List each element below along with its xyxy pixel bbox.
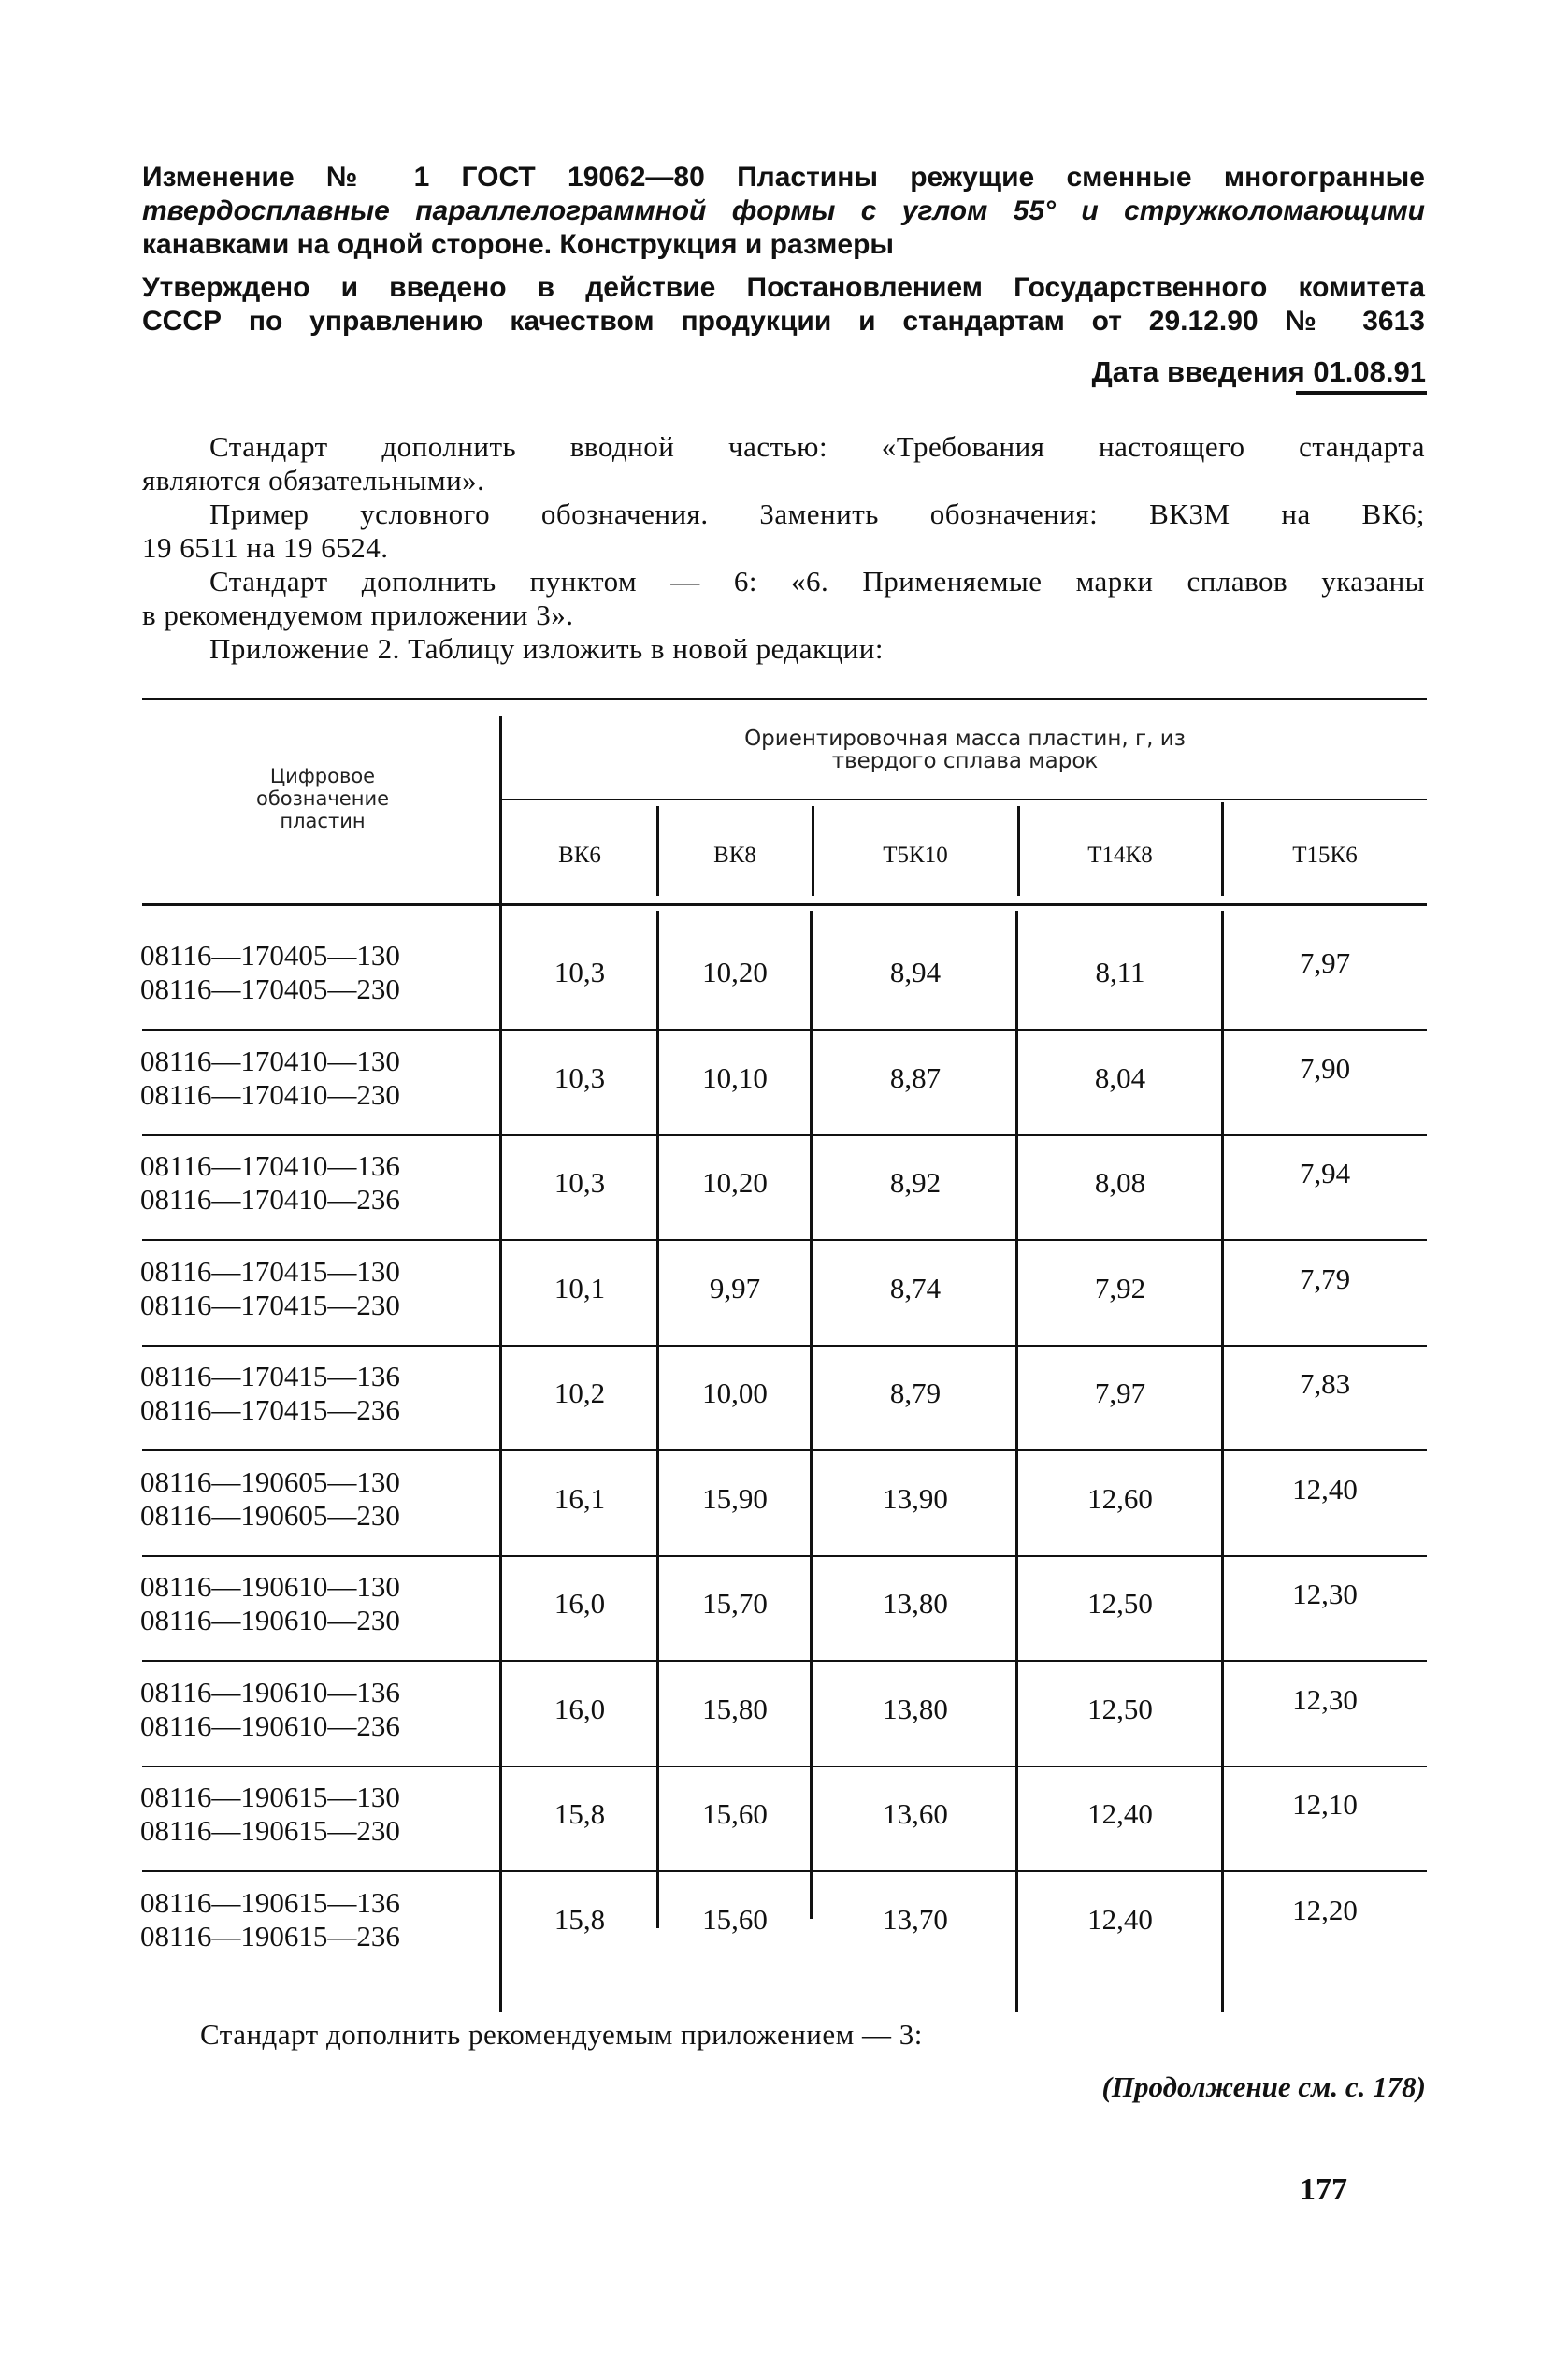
code-column-header [187,765,458,832]
mass-value-cell: 10,3 [554,956,606,988]
row-separator-rule [142,1239,1427,1241]
col-header-t5k10: Т5К10 [883,843,948,868]
code-header-line-2: обозначение [255,787,390,810]
mass-value-cell: 10,10 [702,1061,768,1094]
mass-value-cell: 7,92 [1094,1272,1146,1305]
mass-value-cell: 8,92 [889,1166,942,1199]
plate-code-line: 08116—190615—136 [140,1886,400,1919]
title-line-1: Изменение № 1 ГОСТ 19062—80 Пластины режущие сменные многогранные [142,162,1425,193]
mass-value-cell: 15,8 [554,1903,606,1936]
table-vline-3-body [810,911,813,1919]
mass-value-cell: 13,80 [883,1693,948,1725]
mass-value-cell: 15,90 [702,1482,768,1515]
mass-value-cell: 12,40 [1087,1903,1153,1936]
paragraph-clause-6 [142,565,1425,632]
plate-code [140,1255,458,1322]
mass-value-cell: 7,79 [1299,1262,1351,1295]
mass-value-cell: 10,1 [554,1272,606,1305]
mass-value-cell: 10,20 [702,1166,768,1199]
mass-value-cell: 8,11 [1095,956,1145,988]
mass-value-cell: 7,97 [1094,1377,1146,1409]
mass-value-cell: 15,60 [702,1797,768,1830]
row-separator-rule [142,1870,1427,1872]
mass-value-cell: 7,83 [1299,1367,1351,1400]
plate-code [140,939,458,1006]
effective-date-underline [1296,391,1427,395]
mass-value-cell: 7,94 [1299,1157,1351,1189]
plate-code [140,1045,458,1112]
mass-value-cell: 16,0 [554,1693,606,1725]
title-line-3: канавками на одной стороне. Конструкция и размеры [142,229,895,260]
mass-value-cell: 13,80 [883,1587,948,1620]
code-header-line-1: Цифровое [269,765,376,787]
col-header-t15k6: Т15К6 [1292,843,1358,868]
paragraph-appendix-2 [142,632,1425,666]
appendix-3-note: Стандарт дополнить рекомендуемым приложением — 3: [200,2018,923,2051]
mass-value-cell: 12,30 [1292,1683,1358,1716]
mass-value-cell: 12,60 [1087,1482,1153,1515]
table-vline-5-body [1221,911,1224,2012]
paragraph-intro [142,430,1425,497]
mass-value-cell: 13,60 [883,1797,948,1830]
mass-value-cell: 16,0 [554,1587,606,1620]
mass-value-cell: 12,30 [1292,1578,1358,1610]
table-vline-4-head [1017,806,1020,896]
plate-code-line: 08116—190610—230 [140,1604,400,1636]
mass-value-cell: 10,20 [702,956,768,988]
plate-code-line: 08116—190615—236 [140,1920,400,1953]
mass-value-cell: 13,70 [883,1903,948,1936]
plate-code-line: 08116—190610—136 [140,1676,400,1708]
plate-code-line: 08116—170410—236 [140,1183,400,1216]
mass-value-cell: 13,90 [883,1482,948,1515]
plate-code-line: 08116—170415—136 [140,1360,400,1392]
mass-value-cell: 15,8 [554,1797,606,1830]
mass-value-cell: 7,97 [1299,946,1351,979]
mass-value-cell: 8,04 [1094,1061,1146,1094]
mass-value-cell: 16,1 [554,1482,606,1515]
mass-value-cell: 12,40 [1292,1473,1358,1506]
paragraph-intro-line-2: являются обязательными». [142,464,485,497]
mass-value-cell: 10,2 [554,1377,606,1409]
paragraph-designation [142,497,1425,565]
table-vline-2-head [656,806,659,896]
table-header-rule [142,903,1427,906]
plate-code [140,1360,458,1427]
code-header-line-3: пластин [280,810,366,832]
mass-value-cell: 8,74 [889,1272,942,1305]
mass-value-cell: 15,80 [702,1693,768,1725]
table-vline-4-body [1015,911,1018,2012]
mass-value-cell: 12,40 [1087,1797,1153,1830]
approval-statement [142,271,1425,339]
plate-code-line: 08116—170405—230 [140,973,400,1005]
row-separator-rule [142,1345,1427,1347]
plate-code-line: 08116—170405—130 [140,939,400,972]
mass-value-cell: 15,70 [702,1587,768,1620]
mass-value-cell: 10,00 [702,1377,768,1409]
group-header-line-2: твердого сплава марок [831,749,1099,773]
approval-line-1: Утверждено и введено в действие Постановлением Государственного комитета [142,272,1425,303]
paragraph-designation-line-2: 19 6511 на 19 6524. [142,531,389,564]
page-number: 177 [1300,2172,1347,2207]
row-separator-rule [142,1555,1427,1557]
plate-code-line: 08116—190605—230 [140,1499,400,1532]
paragraph-designation-line-1: Пример условного обозначения. Заменить обозначения: ВК3М на ВК6; [209,497,1425,530]
col-header-t14k8: Т14К8 [1087,843,1153,868]
plate-code-line: 08116—190610—130 [140,1570,400,1603]
plate-code-line: 08116—190605—130 [140,1465,400,1498]
plate-code [140,1886,458,1953]
mass-value-cell: 12,20 [1292,1894,1358,1926]
plate-code-line: 08116—170410—136 [140,1149,400,1182]
mass-value-cell: 10,3 [554,1166,606,1199]
mass-value-cell: 8,87 [889,1061,942,1094]
col-header-vk6: ВК6 [558,843,601,868]
table-vline-2-body [656,911,659,1928]
plate-code [140,1570,458,1637]
plate-code-line: 08116—170410—230 [140,1078,400,1111]
plate-code [140,1149,458,1217]
mass-value-cell: 12,10 [1292,1788,1358,1821]
paragraph-clause-6-line-1: Стандарт дополнить пунктом — 6: «6. Применяемые марки сплавов указаны [209,565,1425,598]
mass-value-cell: 10,3 [554,1061,606,1094]
plate-code-line: 08116—170410—130 [140,1045,400,1077]
mass-value-cell: 8,08 [1094,1166,1146,1199]
plate-code-line: 08116—190615—130 [140,1780,400,1813]
plate-code [140,1780,458,1848]
mass-value-cell: 8,79 [889,1377,942,1409]
plate-code [140,1465,458,1533]
row-separator-rule [142,1449,1427,1451]
mass-value-cell: 12,50 [1087,1587,1153,1620]
row-separator-rule [142,1660,1427,1662]
plate-code-line: 08116—190610—236 [140,1709,400,1742]
table-vline-5-head [1221,802,1224,896]
title-line-2: твердосплавные параллелограммной формы с углом 55° и стружколомающими [142,195,1425,226]
plate-code-line: 08116—170415—130 [140,1255,400,1288]
plate-code-line: 08116—170415—230 [140,1289,400,1321]
mass-value-cell: 8,94 [889,956,942,988]
row-separator-rule [142,1029,1427,1031]
plate-code [140,1676,458,1743]
paragraph-clause-6-line-2: в рекомендуемом приложении 3». [142,598,574,631]
col-header-vk8: ВК8 [713,843,756,868]
paragraph-intro-line-1: Стандарт дополнить вводной частью: «Требования настоящего стандарта [209,430,1425,463]
table-vline-3-head [812,806,814,896]
mass-value-cell: 9,97 [709,1272,761,1305]
mass-value-cell: 15,60 [702,1903,768,1936]
row-separator-rule [142,1134,1427,1136]
group-header-line-1: Ориентировочная масса пластин, г, из [744,727,1186,751]
plate-code-line: 08116—190615—230 [140,1814,400,1847]
mass-value-cell: 7,90 [1299,1052,1351,1085]
table-top-rule [142,698,1427,700]
plate-code-line: 08116—170415—236 [140,1393,400,1426]
continuation-note: (Продолжение см. с. 178) [1101,2070,1426,2103]
row-separator-rule [142,1766,1427,1767]
table-vline-1 [499,716,502,2012]
alloy-group-header [505,728,1425,772]
effective-date: Дата введения 01.08.91 [1091,355,1426,388]
amendment-title [142,161,1425,262]
paragraph-appendix-2-line: Приложение 2. Таблицу изложить в новой редакции: [209,632,885,665]
group-header-rule [501,799,1427,800]
approval-line-2: СССР по управлению качеством продукции и стандартам от 29.12.90 № 3613 [142,306,1425,337]
mass-value-cell: 12,50 [1087,1693,1153,1725]
